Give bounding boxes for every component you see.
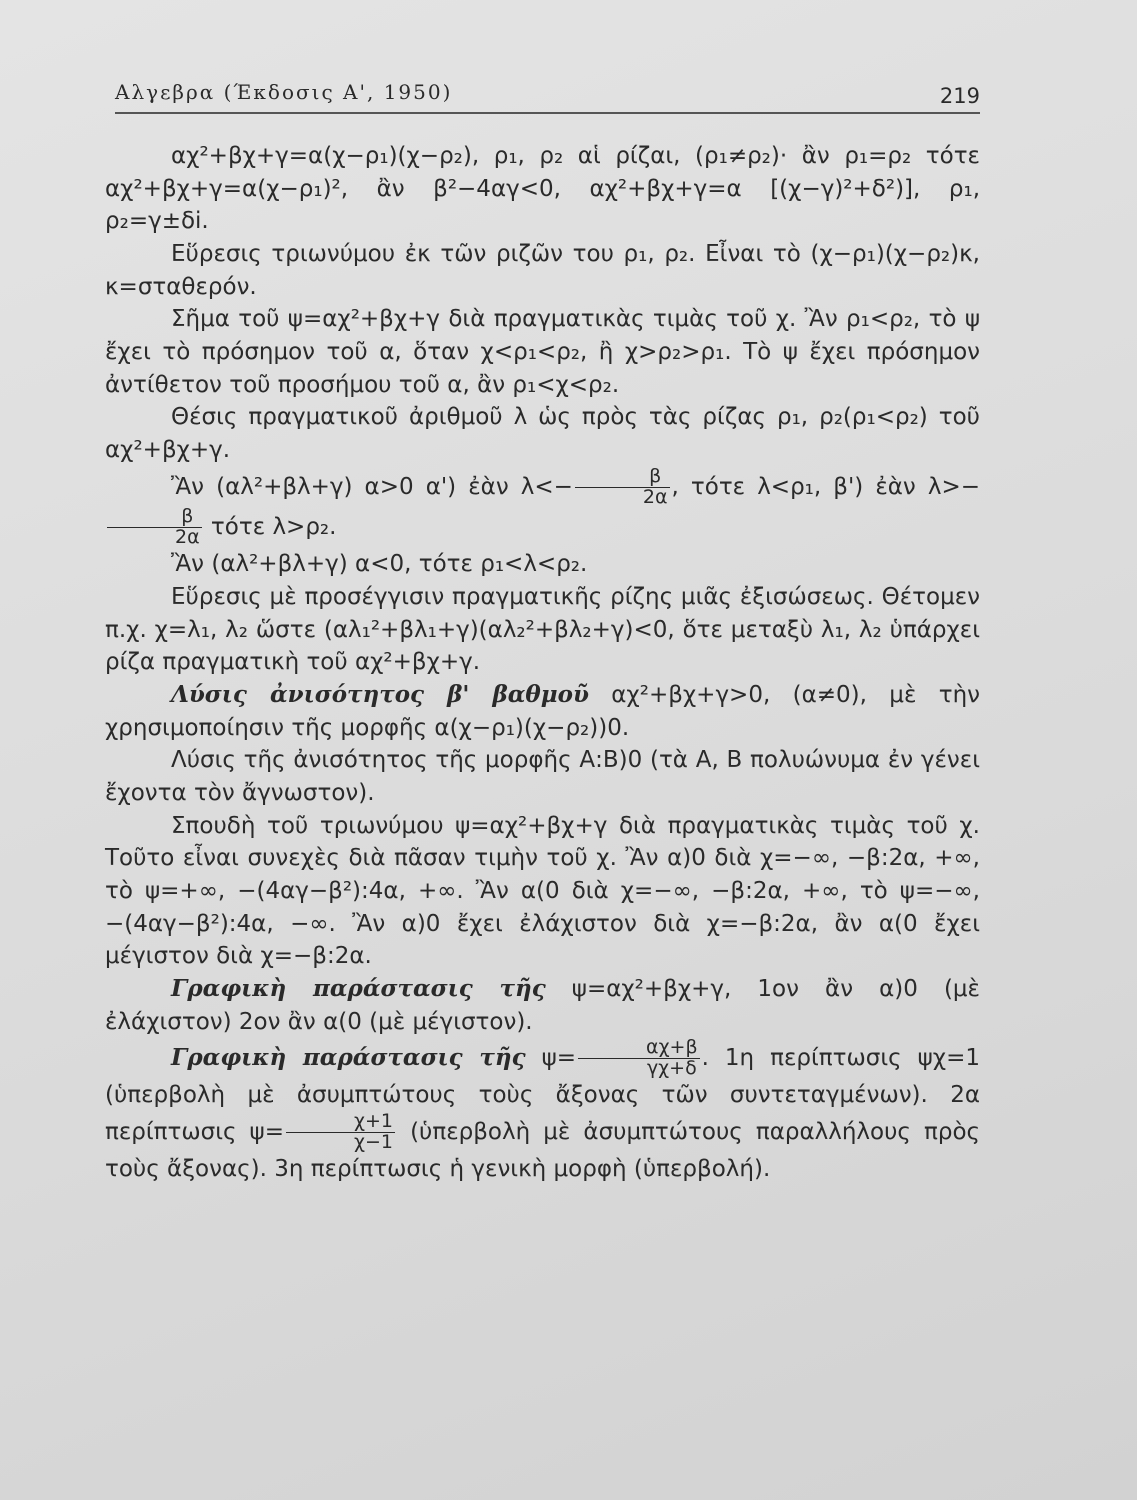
fraction-homographic bbox=[578, 1038, 700, 1079]
text-segment: (ὑπερβολὴ μὲ ἀσυμπτώτους παραλλήλους πρὸς τοὺς ἄξονας). 3η περίπτωσις ἡ γενικὴ μορφὴ (ὑπερβολή). bbox=[105, 1118, 981, 1182]
paragraph-position-of-lambda: Θέσις πραγματικοῦ ἀριθμοῦ λ ὡς πρὸς τὰς ρίζας ρ₁, ρ₂(ρ₁<ρ₂) τοῦ αχ²+βχ+γ. bbox=[105, 404, 980, 463]
fraction-beta-2alpha bbox=[575, 464, 670, 508]
paragraph-graph-parabola bbox=[105, 973, 980, 1038]
page-body bbox=[105, 140, 980, 1185]
fraction-beta-2alpha bbox=[107, 507, 202, 548]
header-title: Αλγεβρα (Έκδοσις Α', 1950) bbox=[115, 80, 453, 104]
fraction-numerator: αχ+β bbox=[578, 1038, 700, 1059]
section-title-graph: Γραφικὴ παράστασις τῆς bbox=[171, 974, 546, 1002]
paragraph-sign-of-trinomial: Σῆμα τοῦ ψ=αχ²+βχ+γ διὰ πραγματικὰς τιμὰς τοῦ χ. Ἂν ρ₁<ρ₂, τὸ ψ ἔχει τὸ πρόσημον τοῦ α, ὅταν χ<ρ₁<ρ₂, ἢ χ>ρ₂>ρ₁. Τὸ ψ ἔχει πρόσημον ἀντίθετον τοῦ προσήμου τοῦ α, ἂν ρ₁<χ<ρ₂. bbox=[105, 306, 980, 398]
paragraph-study-trinomial: Σπουδὴ τοῦ τριωνύμου ψ=αχ²+βχ+γ διὰ πραγματικὰς τιμὰς τοῦ χ. Τοῦτο εἶναι συνεχὲς διὰ πᾶσαν τιμὴν τοῦ χ. Ἂν α)0 διὰ χ=−∞, −β:2α, +∞, τὸ ψ=+∞, −(4αγ−β²):4α, +∞. Ἂν α(0 διὰ χ=−∞, −β:2α, +∞, τὸ ψ=−∞, −(4αγ−β²):4α, −∞. Ἂν α)0 ἔχει ἐλάχιστον διὰ χ=−β:2α, ἂν α(0 ἔχει μέγιστον διὰ χ=−β:2α. bbox=[105, 812, 980, 970]
text-segment: αχ²+βχ+γ>0, (α≠0), μὲ τὴν χρησιμοποίησιν τῆς μορφῆς α(χ−ρ₁)(χ−ρ₂))0. bbox=[105, 681, 980, 741]
fraction-denominator: χ−1 bbox=[354, 1130, 393, 1153]
fraction-numerator: β bbox=[575, 467, 670, 488]
section-title-inequality: Λύσις ἀνισότητος β' βαθμοῦ bbox=[171, 680, 589, 708]
section-title-graph: Γραφικὴ παράστασις τῆς bbox=[171, 1044, 526, 1072]
text-segment: , τότε λ<ρ₁, β') ἐὰν λ>− bbox=[671, 473, 980, 500]
fraction-denominator: 2α bbox=[642, 485, 668, 508]
fraction-example bbox=[286, 1109, 395, 1153]
paragraph-inequality bbox=[105, 679, 980, 744]
page-number: 219 bbox=[939, 84, 980, 108]
fraction-numerator: χ+1 bbox=[286, 1112, 395, 1133]
paragraph-lambda-between: Ἂν (αλ²+βλ+γ) α<0, τότε ρ₁<λ<ρ₂. bbox=[171, 551, 588, 578]
text-segment: ψ= bbox=[525, 1045, 577, 1072]
fraction-denominator: 2α bbox=[175, 526, 200, 549]
paragraph-graph-hyperbola bbox=[105, 1038, 980, 1185]
text-segment: . 1η περίπτωσις ψχ=1 (ὑπερβολὴ μὲ ἀσυμπτώτους τοὺς ἄξονας τῶν συντεταγμένων). 2α περίπτωσις ψ= bbox=[105, 1045, 980, 1145]
running-header bbox=[115, 78, 980, 114]
text-segment: Ἂν (αλ²+βλ+γ) α>0 α') ἐὰν λ<− bbox=[171, 473, 573, 500]
text-segment: ψ=αχ²+βχ+γ, 1ον ἂν α)0 (μὲ ἐλάχιστον) 2ον ἂν α(0 (μὲ μέγιστον). bbox=[105, 975, 980, 1035]
paragraph-approximation: Εὕρεσις μὲ προσέγγισιν πραγματικῆς ρίζης μιᾶς ἐξισώσεως. Θέτομεν π.χ. χ=λ₁, λ₂ ὥστε (αλ₁²+βλ₁+γ)(αλ₂²+βλ₂+γ)<0, ὅτε μεταξὺ λ₁, λ₂ ὑπάρχει ρίζα πραγματικὴ τοῦ αχ²+βχ+γ. bbox=[105, 583, 980, 676]
paragraph-trinomial-from-roots: Εὕρεσις τριωνύμου ἐκ τῶν ριζῶν του ρ₁, ρ₂. Εἶναι τὸ (χ−ρ₁)(χ−ρ₂)κ, κ=σταθερόν. bbox=[105, 240, 980, 300]
fraction-denominator: γχ+δ bbox=[646, 1057, 697, 1080]
text-segment: τότε λ>ρ₂. bbox=[203, 514, 337, 541]
paragraph-lambda-cases bbox=[105, 464, 980, 549]
paragraph-inequality-ratio: Λύσις τῆς ἀνισότητος τῆς μορφῆς Α:Β)0 (τὰ Α, Β πολυώνυμα ἐν γένει ἔχοντα τὸν ἄγνωστον). bbox=[105, 747, 980, 806]
fraction-numerator: β bbox=[107, 507, 202, 528]
paragraph-factorization: αχ²+βχ+γ=α(χ−ρ₁)(χ−ρ₂), ρ₁, ρ₂ αἱ ρίζαι, (ρ₁≠ρ₂)· ἂν ρ₁=ρ₂ τότε αχ²+βχ+γ=α(χ−ρ₁)², ἂν β²−4αγ<0, αχ²+βχ+γ=α [(χ−γ)²+δ²)], ρ₁, ρ₂=γ±δi. bbox=[105, 143, 980, 235]
